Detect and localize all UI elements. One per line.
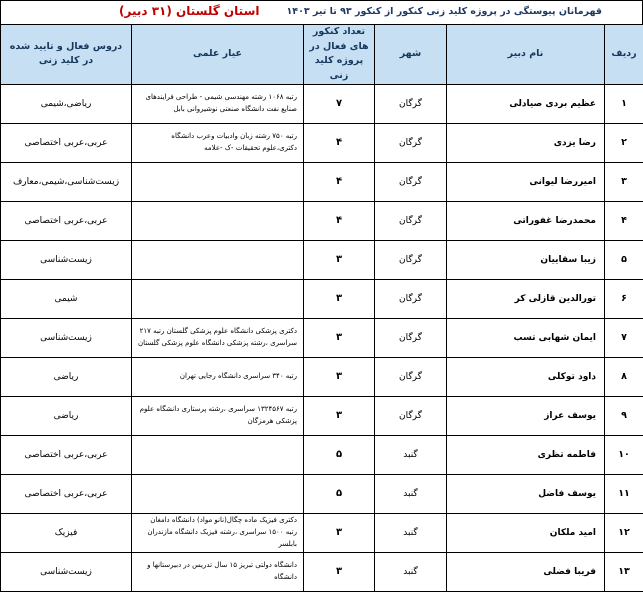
cell-index: ۴: [605, 201, 643, 240]
cell-count: ۳: [304, 513, 375, 552]
cell-count: ۳: [304, 357, 375, 396]
cell-city: گرگان: [375, 84, 447, 123]
cell-count: ۳: [304, 240, 375, 279]
cell-courses: زیست‌شناسی: [1, 240, 132, 279]
cell-courses: زیست‌شناسی: [1, 318, 132, 357]
cell-credentials: رتبه ۷۵۰ رشته زبان وادبیات وعرب دانشگاه دکتری،علوم تحقیقات -ک -علامه: [132, 123, 304, 162]
cell-index: ۹: [605, 396, 643, 435]
table-row: [1, 435, 643, 474]
table-row: [1, 201, 643, 240]
cell-count: ۴: [304, 201, 375, 240]
cell-city: گرگان: [375, 240, 447, 279]
cell-courses: فیزیک: [1, 513, 132, 552]
cell-courses: زیست‌شناسی،شیمی،معارف: [1, 162, 132, 201]
cell-courses: زیست‌شناسی: [1, 552, 132, 591]
cell-count: ۴: [304, 123, 375, 162]
cell-name: ایمان شهابی تسب: [447, 318, 605, 357]
table-row: [1, 357, 643, 396]
cell-city: گرگان: [375, 123, 447, 162]
cell-credentials: [132, 435, 304, 474]
cell-count: ۵: [304, 435, 375, 474]
cell-city: گرگان: [375, 162, 447, 201]
cell-credentials: رتبه ۱۰۶۸ رشته مهندسی شیمی - طراحی فرایندهای صنایع نفت دانشگاه صنعتی نوشیروانی بابل: [132, 84, 304, 123]
cell-credentials: [132, 474, 304, 513]
table-header-row: [1, 25, 643, 85]
cell-credentials: دکتری پزشکی دانشگاه علوم پزشکی گلستان رتبه ۲۱۷ سراسری ،رشته پزشکی دانشگاه علوم پزشکی گلستان: [132, 318, 304, 357]
cell-credentials: [132, 240, 304, 279]
cell-courses: عربی،عربی اختصاصی: [1, 201, 132, 240]
table-row: [1, 552, 643, 591]
cell-count: ۳: [304, 318, 375, 357]
cell-index: ۲: [605, 123, 643, 162]
cell-index: ۱۱: [605, 474, 643, 513]
cell-courses: عربی،عربی اختصاصی: [1, 474, 132, 513]
cell-city: گرگان: [375, 201, 447, 240]
col-header-name: نام دبیر: [447, 25, 605, 85]
cell-index: ۱: [605, 84, 643, 123]
title-bar: [0, 0, 643, 24]
col-header-index: ردیف: [605, 25, 643, 85]
cell-name: یوسف فاضل: [447, 474, 605, 513]
teachers-table: [0, 24, 643, 592]
cell-count: ۵: [304, 474, 375, 513]
cell-city: گنبد: [375, 513, 447, 552]
cell-name: رضا یزدی: [447, 123, 605, 162]
cell-count: ۳: [304, 279, 375, 318]
cell-index: ۱۳: [605, 552, 643, 591]
cell-count: ۷: [304, 84, 375, 123]
table-row: [1, 279, 643, 318]
cell-courses: ریاضی،شیمی: [1, 84, 132, 123]
cell-index: ۵: [605, 240, 643, 279]
cell-courses: ریاضی: [1, 357, 132, 396]
table-row: [1, 162, 643, 201]
cell-name: فریبا فضلی: [447, 552, 605, 591]
cell-courses: عربی،عربی اختصاصی: [1, 123, 132, 162]
cell-credentials: [132, 201, 304, 240]
cell-credentials: رتبه ۳۴۰ سراسری دانشگاه رجایی تهران: [132, 357, 304, 396]
table-row: [1, 513, 643, 552]
cell-courses: شیمی: [1, 279, 132, 318]
table-row: [1, 240, 643, 279]
cell-count: ۳: [304, 396, 375, 435]
table-row: [1, 123, 643, 162]
table-row: [1, 396, 643, 435]
cell-city: گنبد: [375, 474, 447, 513]
cell-name: محمدرضا غفوراتی: [447, 201, 605, 240]
cell-index: ۸: [605, 357, 643, 396]
page-title: قهرمانان پیوستگی در پروژه کلید زنی کنکور از کنکور ۹۳ تا تیر ۱۴۰۳: [287, 6, 603, 17]
province-label: استان گلستان (۳۱ دبیر): [119, 4, 260, 18]
table-row: [1, 474, 643, 513]
cell-name: داود توکلی: [447, 357, 605, 396]
cell-index: ۳: [605, 162, 643, 201]
col-header-city: شهر: [375, 25, 447, 85]
cell-index: ۶: [605, 279, 643, 318]
cell-credentials: رتبه ۱۳۲۴۵۶۷ سراسری ،رشته پرستاری دانشگاه علوم پزشکی هرمزگان: [132, 396, 304, 435]
cell-name: زیبا سقاییان: [447, 240, 605, 279]
table-row: [1, 84, 643, 123]
cell-credentials: [132, 162, 304, 201]
cell-name: فاطمه تظری: [447, 435, 605, 474]
cell-courses: عربی،عربی اختصاصی: [1, 435, 132, 474]
cell-count: ۳: [304, 552, 375, 591]
cell-city: گرگان: [375, 357, 447, 396]
cell-city: گنبد: [375, 435, 447, 474]
cell-city: گنبد: [375, 552, 447, 591]
cell-credentials: [132, 279, 304, 318]
cell-name: امید ملکان: [447, 513, 605, 552]
table-row: [1, 318, 643, 357]
cell-credentials: دکتری فیزیک ماده چگال(نانو مواد) دانشگاه دامغان رتبه ۱۵۰۰ سراسری ،رشته فیزیک دانشگاه مازندران بابلسر: [132, 513, 304, 552]
cell-name: عظیم بردی صیادلی: [447, 84, 605, 123]
cell-index: ۱۰: [605, 435, 643, 474]
cell-name: امیررضا لیوانی: [447, 162, 605, 201]
col-header-count: تعداد کنکور های فعال در پروژه کلید زنی: [304, 25, 375, 85]
cell-name: یوسف عراز: [447, 396, 605, 435]
cell-credentials: دانشگاه دولتی تبریز ۱۵ سال تدریس در دبیرستانها و دانشگاه: [132, 552, 304, 591]
cell-name: تورالدین قازلی کر: [447, 279, 605, 318]
col-header-courses: دروس فعال و تایید شده در کلید زنی: [1, 25, 132, 85]
cell-index: ۱۲: [605, 513, 643, 552]
cell-courses: ریاضی: [1, 396, 132, 435]
cell-city: گرگان: [375, 318, 447, 357]
cell-index: ۷: [605, 318, 643, 357]
cell-city: گرگان: [375, 396, 447, 435]
cell-city: گرگان: [375, 279, 447, 318]
cell-count: ۴: [304, 162, 375, 201]
col-header-credentials: عیار علمی: [132, 25, 304, 85]
